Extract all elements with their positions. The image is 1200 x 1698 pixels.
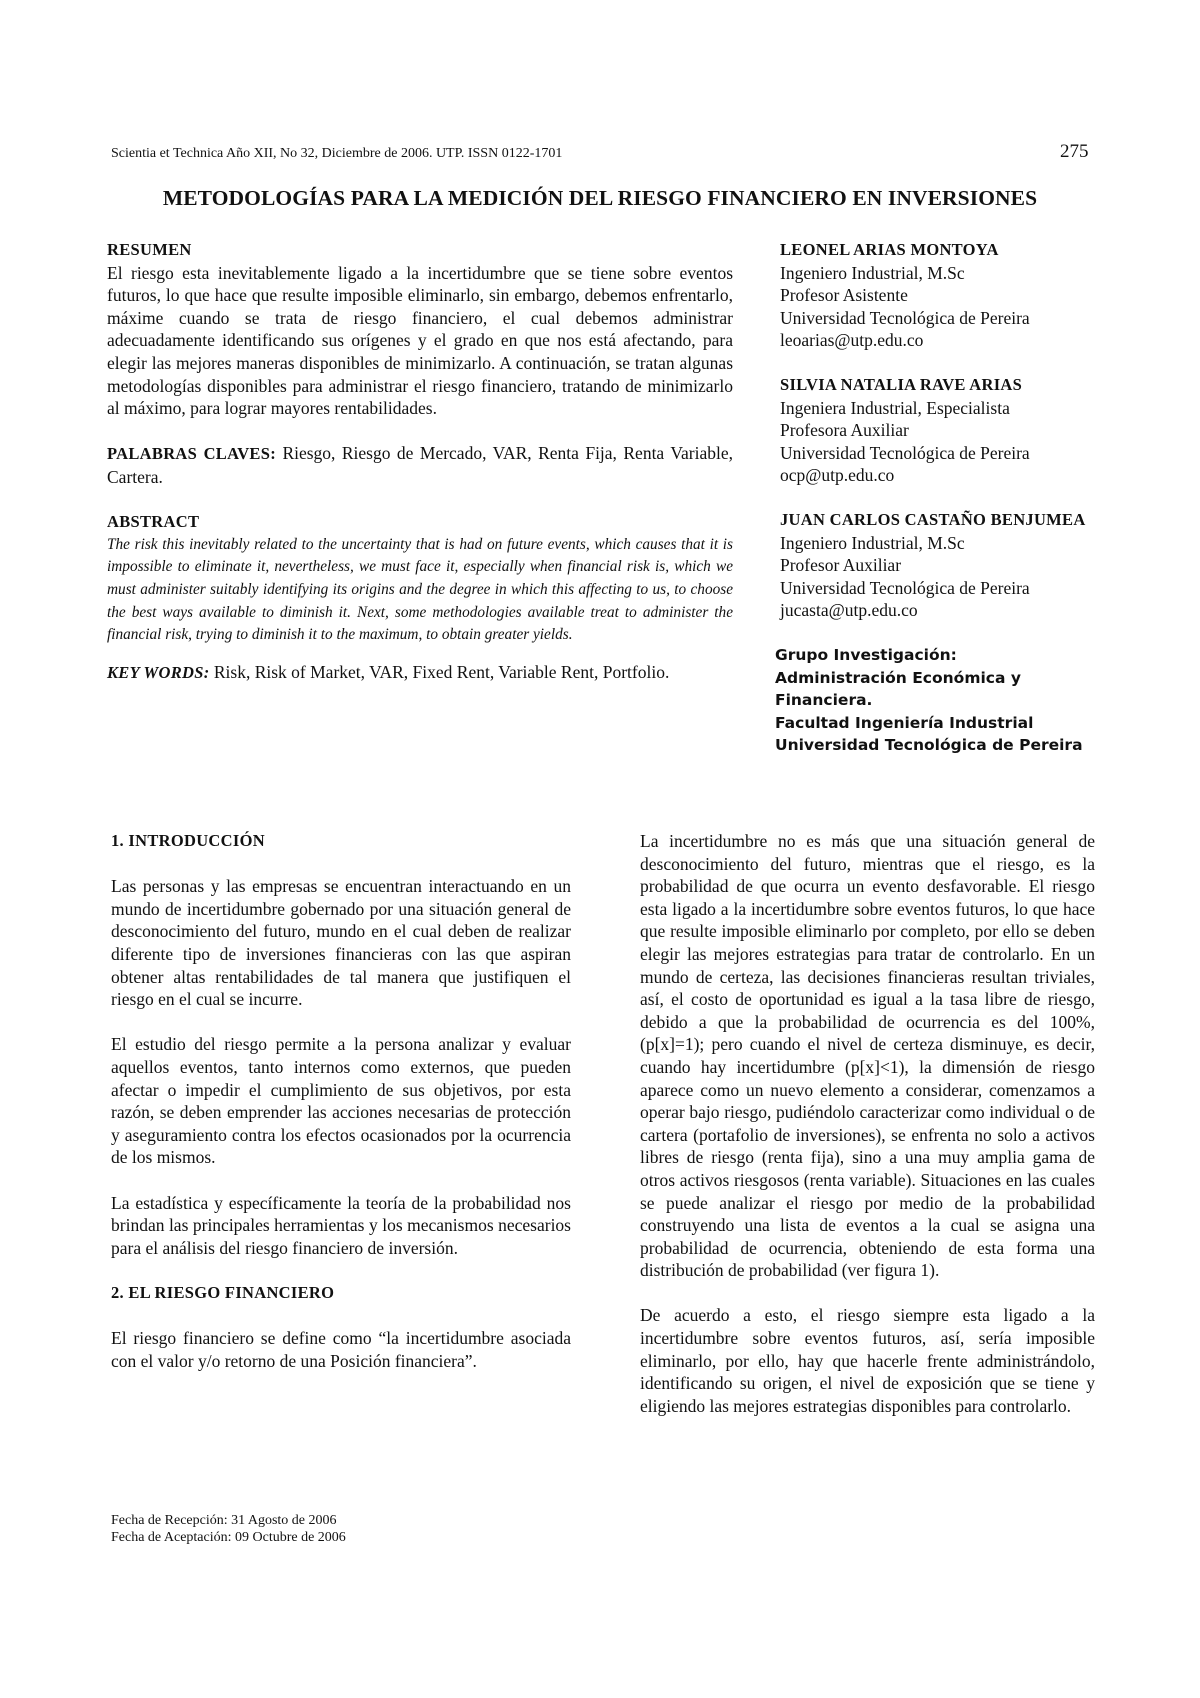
author-block: [780, 509, 1100, 622]
abstract-heading: ABSTRACT: [107, 512, 200, 532]
author-university: Universidad Tecnológica de Pereira: [780, 442, 1030, 463]
paragraph: Las personas y las empresas se encuentran interactuando en un mundo de incertidumbre gobernado por una situación general de desconocimiento del futuro, mundo en el cual deben de realizar diferente tipo de inversiones financieras con las que aspiran obtener altas rentabilidades de tal manera que justifiquen el riesgo en el cual se incurre.: [111, 876, 571, 1010]
page-number: 275: [1060, 141, 1089, 162]
paragraph: El riesgo financiero se define como “la incertidumbre asociada con el valor y/o retorno de una Posición financiera”.: [111, 1328, 571, 1371]
author-block: [780, 239, 1100, 352]
author-position: Profesor Asistente: [780, 285, 908, 306]
author-email[interactable]: ocp@utp.edu.co: [780, 465, 895, 486]
palabras-claves: [107, 442, 733, 488]
author-name: SILVIA NATALIA RAVE ARIAS: [780, 374, 1023, 394]
body-column-right: [640, 830, 1095, 1440]
author-email[interactable]: leoarias@utp.edu.co: [780, 330, 924, 351]
author-degree: Ingeniero Industrial, M.Sc: [780, 532, 965, 553]
author-block: [780, 374, 1100, 487]
reception-date: Fecha de Recepción: 31 Agosto de 2006: [111, 1513, 337, 1528]
section-heading-riesgo: 2. EL RIESGO FINANCIERO: [111, 1282, 335, 1302]
author-degree: Ingeniero Industrial, M.Sc: [780, 262, 965, 283]
abstract-text: The risk this inevitably related to the uncertainty that is had on future events, which causes that it is impossible to eliminate it, nevertheless, we must face it, especially when financial risk is, which we must administer suitably identifying its origins and the degree in which this affecting to us, to choose the best ways available to diminish it. Next, some methodologies available treat to administer the financial risk, trying to diminish it to the maximum, to obtain greater yields.: [107, 535, 733, 644]
author-position: Profesor Auxiliar: [780, 555, 902, 576]
author-name: LEONEL ARIAS MONTOYA: [780, 240, 999, 259]
author-university: Universidad Tecnológica de Pereira: [780, 307, 1030, 328]
paper-title: METODOLOGÍAS PARA LA MEDICIÓN DEL RIESGO FINANCIERO EN INVERSIONES: [162, 186, 1038, 210]
abstract-column: [107, 239, 733, 684]
resumen-heading: RESUMEN: [107, 240, 192, 259]
author-position: Profesora Auxiliar: [780, 420, 909, 441]
author-degree: Ingeniera Industrial, Especialista: [780, 397, 1010, 418]
key-words: [107, 661, 733, 685]
group-label: Grupo Investigación:: [775, 645, 957, 664]
key-words-label: KEY WORDS:: [107, 662, 210, 682]
authors-column: [775, 239, 1100, 757]
acceptance-date: Fecha de Aceptación: 09 Octubre de 2006: [111, 1530, 346, 1545]
author-email[interactable]: jucasta@utp.edu.co: [780, 600, 918, 621]
running-head: Scientia et Technica Año XII, No 32, Diciembre de 2006. UTP. ISSN 0122-1701: [111, 146, 563, 161]
research-group: [775, 644, 1100, 757]
paragraph: La estadística y específicamente la teoría de la probabilidad nos brindan las principales herramientas y los mecanismos necesarios para el análisis del riesgo financiero de inversión.: [111, 1192, 571, 1258]
group-name: Administración Económica y Financiera.: [775, 668, 1021, 710]
footnote: [111, 1512, 346, 1546]
paragraph: El estudio del riesgo permite a la persona analizar y evaluar aquellos eventos, tanto internos como externos, que pueden afectar o impedir el cumplimiento de sus objetivos, por esta razón, se deben emprender las acciones necesarias de protección y aseguramiento contra los efectos ocasionados por la ocurrencia de los mismos.: [111, 1034, 571, 1168]
palabras-text: Riesgo, Riesgo de Mercado, VAR, Renta Fija, Renta Variable, Cartera.: [107, 443, 733, 487]
group-faculty: Facultad Ingeniería Industrial: [775, 713, 1034, 732]
resumen-text: El riesgo esta inevitablemente ligado a la incertidumbre que se tiene sobre eventos futuros, lo que hace que resulte imposible eliminarlo, sin embargo, debemos enfrentarlo, máxime cuando se trata de riesgo financiero, el cual debemos administrar adecuadamente identificando sus orígenes y el grado en que nos está afectando, para elegir las mejores maneras disponibles de minimizarlo. A continuación, se tratan algunas metodologías disponibles para administrar el riesgo financiero, tratando de minimizarlo al máximo, para lograr mayores rentabilidades.: [107, 262, 733, 419]
key-words-text: Risk, Risk of Market, VAR, Fixed Rent, Variable Rent, Portfolio.: [209, 661, 670, 682]
group-university: Universidad Tecnológica de Pereira: [775, 736, 1083, 755]
paragraph: La incertidumbre no es más que una situación general de desconocimiento del futuro, mientras que el riesgo, es la probabilidad de que ocurra un evento desfavorable. El riesgo esta ligado a la incertidumbre sobre eventos futuros, lo que hace que resulte imposible eliminarlo por completo, por ello se deben elegir las mejores estrategias para tratar de controlarlo. En un mundo de certeza, las decisiones financieras resultan triviales, así, el costo de oportunidad es igual a la tasa libre de riesgo, debido a que la probabilidad de ocurrencia es del 100%, (p[x]=1); pero cuando el nivel de certeza disminuye, es decir, cuando hay incertidumbre (p[x]<1), la dimensión de riesgo aparece como un nuevo elemento a considerar, comenzamos a operar bajo riesgo, pudiéndolo caracterizar como individual o de cartera (portafolio de inversiones), se enfrenta no solo a activos libres de riesgo (renta fija), sino a una muy amplia gama de otros activos riesgosos (renta variable). Situaciones en las cuales se puede analizar el riesgo por medio de la probabilidad construyendo una lista de eventos a la cual se asigna una probabilidad de ocurrencia, obteniendo de esta forma una distribución de probabilidad (ver figura 1).: [640, 831, 1095, 1281]
author-name: JUAN CARLOS CASTAÑO BENJUMEA: [780, 509, 1086, 529]
palabras-label: PALABRAS CLAVES:: [107, 444, 276, 464]
section-heading-intro: 1. INTRODUCCIÓN: [111, 831, 265, 850]
paragraph: De acuerdo a esto, el riesgo siempre esta ligado a la incertidumbre sobre eventos futuros, así, sería imposible eliminarlo, por ello, hay que hacerle frente administrándolo, identificando su origen, el nivel de exposición que se tiene y eligiendo las mejores estrategias disponibles para controlarlo.: [640, 1305, 1095, 1416]
author-university: Universidad Tecnológica de Pereira: [780, 577, 1030, 598]
body-column-left: [111, 830, 571, 1395]
